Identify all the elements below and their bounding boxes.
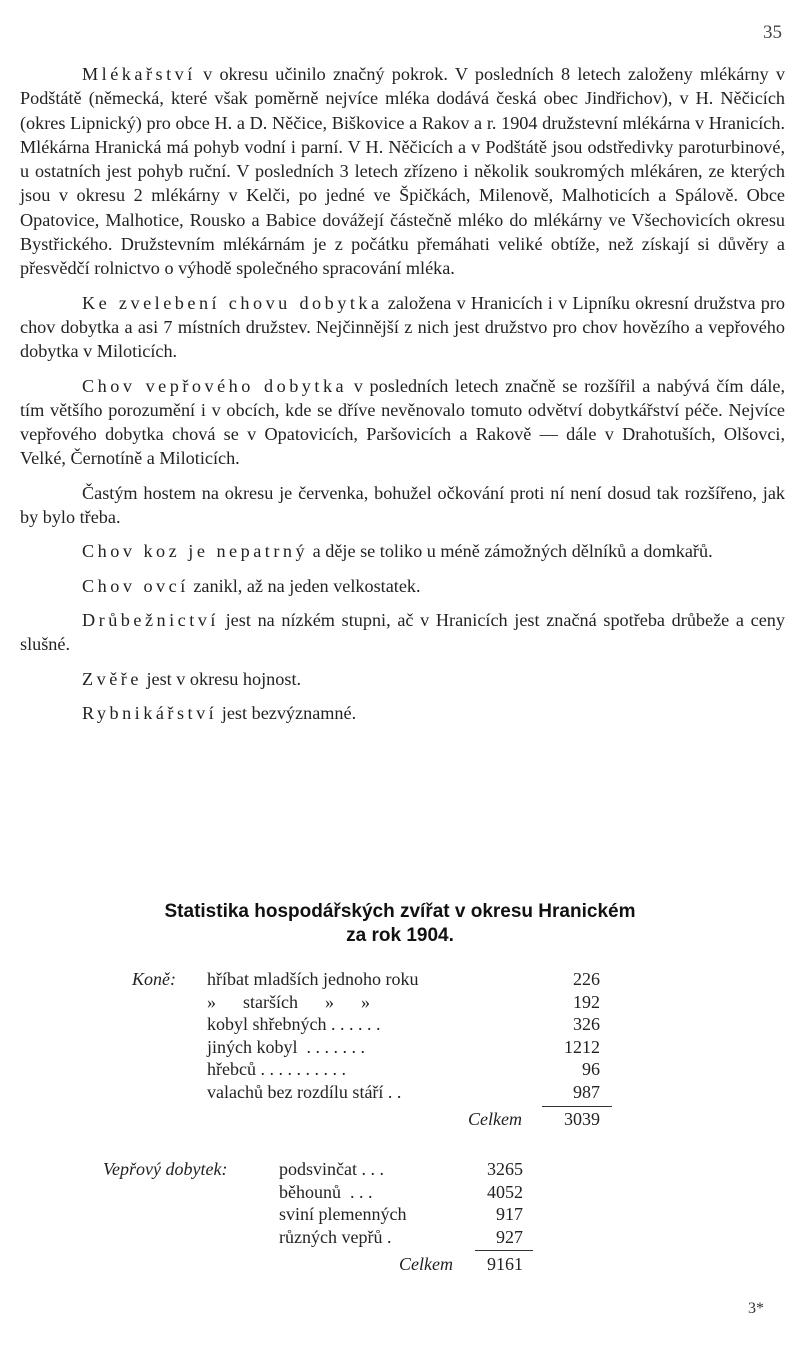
paragraph-lead: Chov ovcí: [82, 575, 189, 596]
total-value: 3039: [564, 1109, 600, 1129]
paragraph-text: Častým hostem na okresu je červenka, bohužel očkování proti ní není dosud tak rozšířeno, jak by bylo třeba.: [20, 482, 785, 528]
statistics-year: za rok 1904.: [346, 925, 454, 946]
paragraph-lead: Zvěře: [82, 668, 142, 689]
category-label: Koně:: [132, 969, 176, 989]
pigs-table: [103, 1158, 533, 1276]
paragraph-lead: Rybnikářství: [82, 702, 218, 723]
table-row: [132, 1013, 612, 1036]
total-row: [103, 1252, 533, 1276]
statistics-title: Statistika hospodářských zvířat v okresu Hranickém: [164, 901, 636, 922]
row-value: 326: [573, 1014, 600, 1034]
row-value: 927: [496, 1226, 523, 1247]
paragraph-lead: Chov vepřového dobytka: [82, 375, 348, 396]
paragraph-cattle: [20, 291, 785, 364]
table-row: [132, 1036, 612, 1059]
table-row: [103, 1203, 533, 1226]
total-label: Celkem: [468, 1109, 522, 1129]
row-value: 4052: [487, 1181, 523, 1202]
horses-table: [132, 968, 612, 1131]
sum-divider: [475, 1250, 533, 1251]
row-label: kobyl shřebných . . . . . .: [207, 1014, 381, 1034]
body-text: [20, 62, 785, 735]
paragraph-goats: [20, 539, 785, 563]
row-label: různých vepřů .: [279, 1226, 392, 1247]
page-number: 35: [763, 22, 782, 43]
table-row: [103, 1158, 533, 1181]
table-row: [103, 1181, 533, 1204]
category-label: Vepřový dobytek:: [103, 1159, 228, 1179]
paragraph-text: jest v okresu hojnost.: [141, 668, 302, 689]
table-row: [132, 1081, 612, 1104]
row-value: 96: [582, 1059, 600, 1079]
paragraph-text: zanikl, až na jeden velkostatek.: [188, 575, 421, 596]
row-label: hřebců . . . . . . . . . .: [207, 1059, 346, 1079]
paragraph-pigs: [20, 374, 785, 471]
paragraph-disease: [20, 481, 785, 530]
paragraph-text: založena v Hranicích i v Lipníku okresní družstva pro chov dobytka a asi 7 místních družstev. Nejčinnější z nich jest družstvo pro chov hovězího a vepřového dobytka v Miloticích.: [20, 292, 785, 362]
paragraph-lead: Chov koz je nepatrný: [82, 541, 309, 562]
total-row: [132, 1107, 612, 1131]
row-label: jiných kobyl . . . . . . .: [207, 1036, 365, 1057]
paragraph-fish: [20, 701, 785, 725]
row-value: 3265: [487, 1159, 523, 1179]
row-value: 192: [573, 991, 600, 1012]
table-row: [132, 1058, 612, 1081]
table-row: [132, 968, 612, 991]
total-value: 9161: [487, 1254, 523, 1274]
paragraph-sheep: [20, 574, 785, 598]
paragraph-text: v posledních letech značně se rozšířil a nabývá čím dále, tím většího porozumění i v obcích, kde se dříve nevěnovalo tomuto odvětví dobytkářství péče. Nejvíce vepřového dobytka chová se v Opatovicích, Paršovicích a Rakově — dále v Drahotuších, Olšovci, Velké, Černotíně a Miloticích.: [20, 375, 785, 469]
paragraph-text: jest bezvýznamné.: [217, 702, 357, 723]
paragraph-game: [20, 667, 785, 691]
row-value: 1212: [564, 1036, 600, 1057]
paragraph-poultry: [20, 608, 785, 657]
row-value: 987: [573, 1081, 600, 1102]
row-label: sviní plemenných: [279, 1204, 407, 1224]
total-label: Celkem: [399, 1254, 453, 1274]
paragraph-dairy: [20, 62, 785, 281]
row-value: 917: [496, 1204, 523, 1224]
row-label: běhounů . . .: [279, 1181, 373, 1202]
row-label: podsvinčat . . .: [279, 1159, 384, 1179]
statistics-heading: [0, 900, 800, 948]
paragraph-lead: Ke zvelebení chovu dobytka: [82, 292, 383, 313]
paragraph-text: jest na nízkém stupni, ač v Hranicích jest značná spotřeba drůbeže a ceny slušné.: [20, 609, 785, 655]
signature-mark: 3*: [748, 1300, 764, 1317]
row-label: » starších » »: [207, 991, 370, 1012]
row-value: 226: [573, 969, 600, 989]
row-label: hříbat mladších jednoho roku: [207, 969, 419, 989]
paragraph-text: v okresu učinilo značný pokrok. V posledních 8 letech založeny mlékárny v Podštátě (německá, které však poměrně nejvíce mléka dodává česká obec Jindřichov), v H. Něčicích (okres Lipnický) pro obce H. a D. Něčice, Biškovice a Rakov a r. 1904 družstevní mlékárna v Hranicích. Mlékárna Hranická má pohyb vodní i parní. V H. Něčicích a v Podštátě jsou odstředivky paroturbinové, u ostatních jest pohyb ruční. V posledních 3 letech zřízeno i několik soukromých mlékáren, ze kterých jsou v okresu 2 mlékárny v Kelči, po jedné ve Špičkách, Milenově, Malhoticích a Spálově. Obce Opatovice, Malhotice, Rousko a Babice dovážejí částečně mléko do mlékárny ve Všechovicích okresu Bystřického. Družstevním mlékárnám je z počátku přemáhati veliké obtíže, než získají si důvěry a přesvědčí rolnictvo o výhodě společného spracování mléka.: [20, 64, 785, 279]
table-row: [132, 991, 612, 1014]
table-row: [103, 1226, 533, 1249]
paragraph-lead: Drůbežnictví: [82, 609, 219, 630]
row-label: valachů bez rozdílu stáří . .: [207, 1081, 402, 1102]
paragraph-lead: Mlékařství: [82, 64, 196, 84]
paragraph-text: a děje se toliko u méně zámožných dělníků a domkařů.: [308, 541, 713, 562]
